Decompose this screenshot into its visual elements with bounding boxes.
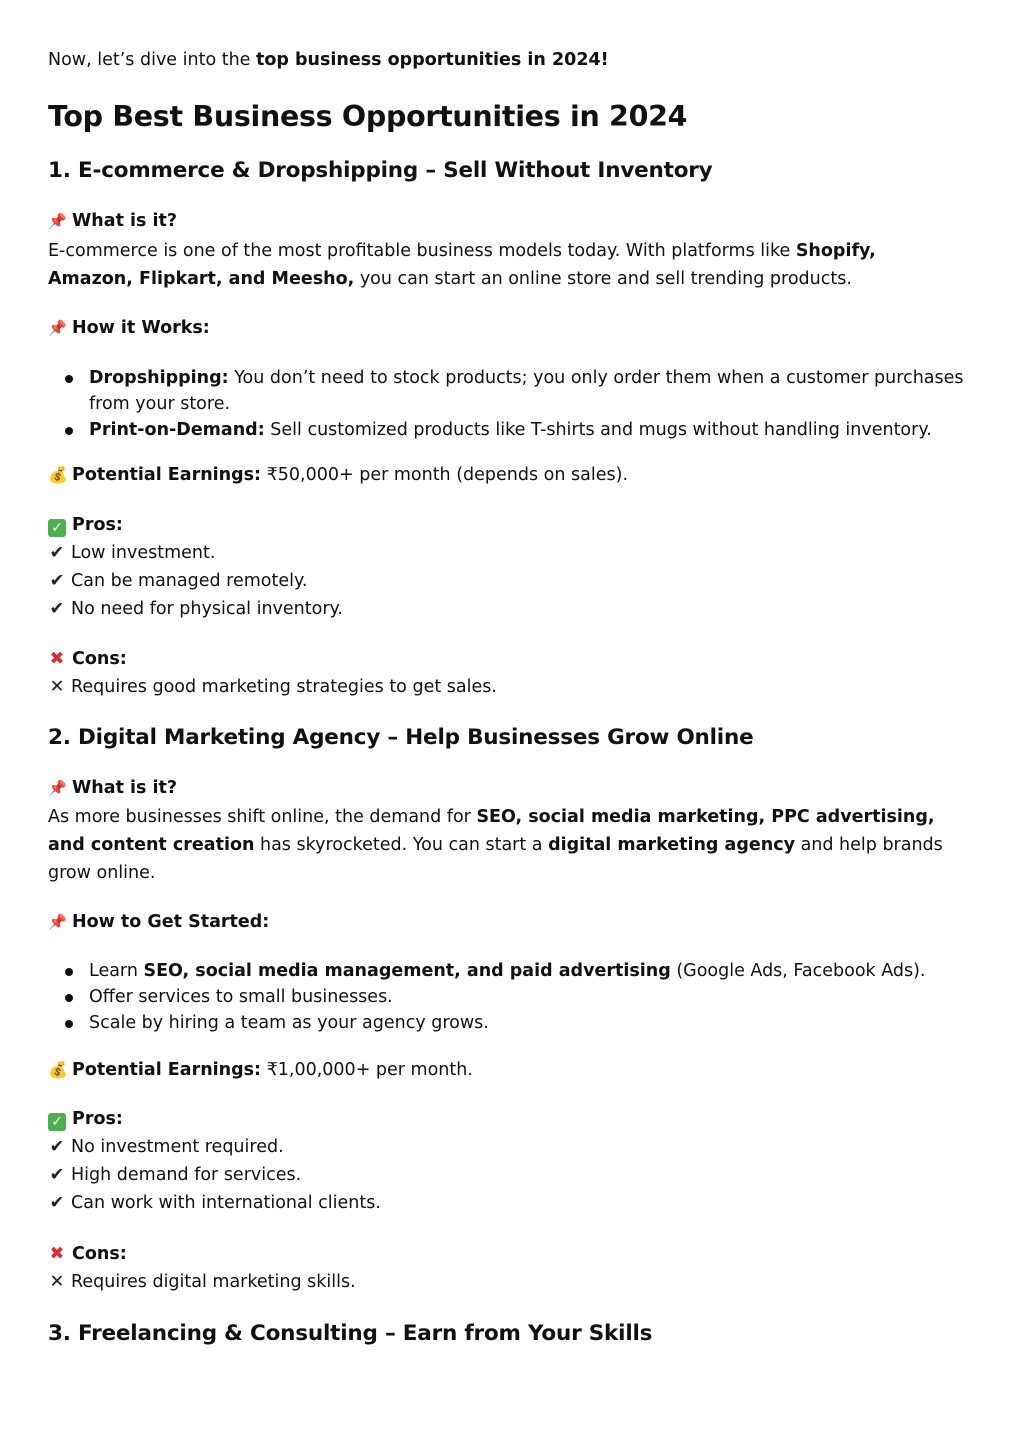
check-mark-icon: ✔ bbox=[49, 1193, 65, 1213]
list-item bbox=[48, 417, 968, 443]
s2-how-label-row bbox=[48, 910, 269, 934]
pushpin-icon: 📌 bbox=[48, 212, 67, 230]
s2-how-list bbox=[48, 958, 968, 1036]
s1-pro-1 bbox=[48, 539, 215, 567]
s2-what-bold-1: SEO, social media marketing, PPC advertising, and content creation bbox=[48, 807, 935, 855]
bullet-bold: Dropshipping: bbox=[89, 368, 229, 388]
s1-how-list bbox=[48, 365, 968, 443]
intro-bold: top business opportunities in 2024! bbox=[256, 50, 609, 70]
pushpin-icon: 📌 bbox=[48, 779, 67, 797]
bullet-text: Sell customized products like T-shirts and mugs without handling inventory. bbox=[264, 420, 932, 440]
check-mark-icon: ✔ bbox=[49, 1137, 65, 1157]
s2-pro-3 bbox=[48, 1189, 381, 1217]
check-box-icon: ✓ bbox=[48, 519, 66, 537]
check-mark-icon: ✔ bbox=[49, 543, 65, 563]
section-2-heading: 2. Digital Marketing Agency – Help Businesses Grow Online bbox=[48, 725, 754, 750]
s1-pros-label: Pros: bbox=[72, 515, 123, 535]
con-text: Requires digital marketing skills. bbox=[71, 1272, 356, 1292]
s2-earn-label: Potential Earnings: bbox=[72, 1060, 262, 1080]
s2-earn-text: ₹1,00,000+ per month. bbox=[261, 1060, 473, 1080]
s2-what-text-3: and help brands grow online. bbox=[48, 835, 943, 883]
pushpin-icon: 📌 bbox=[48, 913, 67, 931]
s1-what-text-2: you can start an online store and sell trending products. bbox=[354, 269, 852, 289]
list-item bbox=[48, 958, 968, 984]
pro-text: Can work with international clients. bbox=[71, 1193, 381, 1213]
s2-what-text-2: has skyrocketed. You can start a bbox=[254, 835, 549, 855]
cross-mark-icon: ✖ bbox=[49, 649, 65, 669]
bullet-bold: Print-on-Demand: bbox=[89, 420, 265, 440]
bullet-text: You don’t need to stock products; you only order them when a customer purchases from your store. bbox=[89, 368, 964, 414]
s1-what-label: What is it? bbox=[72, 211, 178, 231]
s2-what-text-1: As more businesses shift online, the demand for bbox=[48, 807, 477, 827]
s2-cons-label-row bbox=[48, 1242, 127, 1266]
section-1-heading: 1. E-commerce & Dropshipping – Sell Without Inventory bbox=[48, 158, 713, 183]
s2-what-bold-2: digital marketing agency bbox=[548, 835, 795, 855]
bullet-text: Learn bbox=[89, 961, 144, 981]
pro-text: High demand for services. bbox=[71, 1165, 302, 1185]
s1-what-text-1: E-commerce is one of the most profitable business models today. With platforms like bbox=[48, 241, 796, 261]
s1-pro-2 bbox=[48, 567, 307, 595]
pushpin-icon: 📌 bbox=[48, 319, 67, 337]
cross-mark-icon: ✖ bbox=[49, 1244, 65, 1264]
pro-text: No need for physical inventory. bbox=[71, 599, 343, 619]
intro-text: Now, let’s dive into the bbox=[48, 50, 256, 70]
pro-text: Can be managed remotely. bbox=[71, 571, 308, 591]
list-item bbox=[48, 984, 968, 1010]
pro-text: Low investment. bbox=[71, 543, 216, 563]
s2-pro-1 bbox=[48, 1133, 284, 1161]
money-bag-icon: 💰 bbox=[48, 1060, 68, 1079]
x-mark-icon: ✕ bbox=[49, 1272, 65, 1292]
s2-what-paragraph bbox=[48, 803, 958, 887]
intro-line bbox=[48, 48, 609, 72]
s1-earn-text: ₹50,000+ per month (depends on sales). bbox=[261, 465, 629, 485]
s2-pros-label-row bbox=[48, 1107, 123, 1131]
money-bag-icon: 💰 bbox=[48, 465, 68, 484]
s2-earnings-row bbox=[48, 1056, 473, 1084]
s1-how-label: How it Works: bbox=[72, 318, 210, 338]
s2-pro-2 bbox=[48, 1161, 301, 1189]
s1-con-1 bbox=[48, 673, 497, 701]
s2-pros-label: Pros: bbox=[72, 1109, 123, 1129]
x-mark-icon: ✕ bbox=[49, 677, 65, 697]
bullet-text: Scale by hiring a team as your agency grows. bbox=[89, 1013, 489, 1033]
s2-what-label-row bbox=[48, 776, 177, 800]
s1-what-bold-1: Shopify, Amazon, Flipkart, and Meesho, bbox=[48, 241, 876, 289]
con-text: Requires good marketing strategies to get sales. bbox=[71, 677, 497, 697]
s1-earn-label: Potential Earnings: bbox=[72, 465, 262, 485]
check-box-icon: ✓ bbox=[48, 1113, 66, 1131]
s1-cons-label-row bbox=[48, 647, 127, 671]
s1-how-label-row bbox=[48, 316, 210, 340]
s1-what-label-row bbox=[48, 209, 177, 233]
section-3-heading: 3. Freelancing & Consulting – Earn from Your Skills bbox=[48, 1321, 653, 1346]
s2-cons-label: Cons: bbox=[72, 1244, 127, 1264]
page-title: Top Best Business Opportunities in 2024 bbox=[48, 100, 688, 133]
check-mark-icon: ✔ bbox=[49, 599, 65, 619]
s2-what-label: What is it? bbox=[72, 778, 178, 798]
list-item bbox=[48, 365, 968, 417]
s1-cons-label: Cons: bbox=[72, 649, 127, 669]
s1-pro-3 bbox=[48, 595, 343, 623]
bullet-text: (Google Ads, Facebook Ads). bbox=[670, 961, 926, 981]
s1-pros-label-row bbox=[48, 513, 123, 537]
pro-text: No investment required. bbox=[71, 1137, 284, 1157]
s2-con-1 bbox=[48, 1268, 356, 1296]
bullet-text: Offer services to small businesses. bbox=[89, 987, 393, 1007]
bullet-bold: SEO, social media management, and paid advertising bbox=[143, 961, 671, 981]
s2-how-label: How to Get Started: bbox=[72, 912, 270, 932]
check-mark-icon: ✔ bbox=[49, 571, 65, 591]
list-item bbox=[48, 1010, 968, 1036]
check-mark-icon: ✔ bbox=[49, 1165, 65, 1185]
s1-earnings-row bbox=[48, 461, 628, 489]
s1-what-paragraph bbox=[48, 237, 958, 293]
